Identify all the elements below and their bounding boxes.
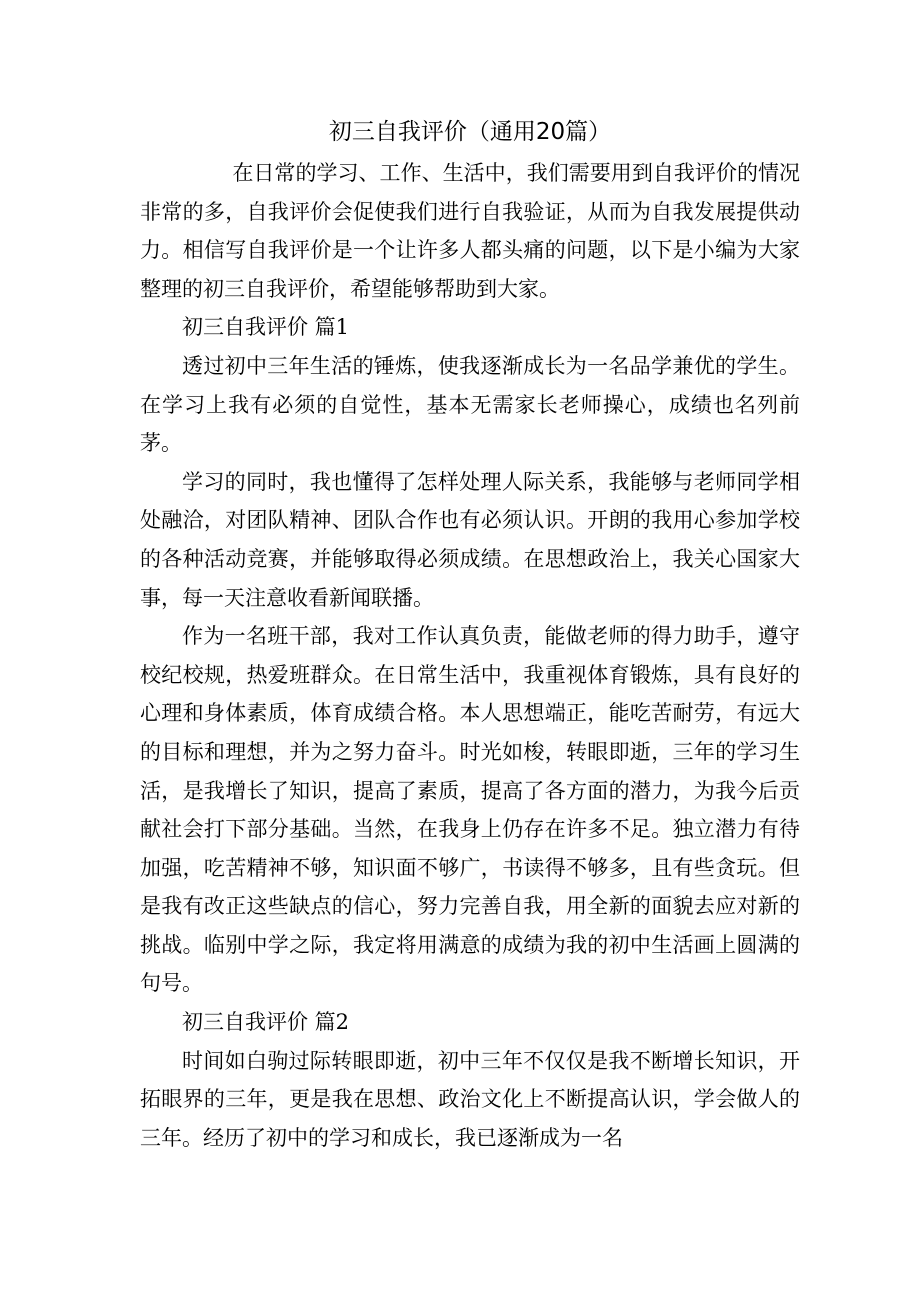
section-2-paragraph-1: 时间如白驹过际转眼即逝，初中三年不仅仅是我不断增长知识，开拓眼界的三年，更是我在思想、政治文化上不断提高认识，学会做人的三年。经历了初中的学习和成长，我已逐渐成为一名	[140, 1048, 800, 1150]
section-1-paragraph-2: 学习的同时，我也懂得了怎样处理人际关系，我能够与老师同学相处融洽，对团队精神、团队合作也有必须认识。开朗的我用心参加学校的各种活动竞赛，并能够取得必须成绩。在思想政治上，我关心国家大事，每一天注意收看新闻联播。	[140, 469, 800, 610]
section-1-paragraph-3: 作为一名班干部，我对工作认真负责，能做老师的得力助手，遵守校纪校规，热爱班群众。在日常生活中，我重视体育锻炼，具有良好的心理和身体素质，体育成绩合格。本人思想端正，能吃苦耐劳，有远大的目标和理想，并为之努力奋斗。时光如梭，转眼即逝，三年的学习生活，是我增长了知识，提高了素质，提高了各方面的潜力，为我今后贡献社会打下部分基础。当然，在我身上仍存在许多不足。独立潜力有待加强，吃苦精神不够，知识面不够广，书读得不够多，且有些贪玩。但是我有改正这些缺点的信心，努力完善自我，用全新的面貌去应对新的挑战。临别中学之际，我定将用满意的成绩为我的初中生活画上圆满的句号。	[140, 624, 800, 996]
section-heading-2: 初三自我评价 篇2	[182, 1010, 350, 1035]
intro-paragraph: 在日常的学习、工作、生活中，我们需要用到自我评价的情况非常的多，自我评价会促使我们进行自我验证，从而为自我发展提供动力。相信写自我评价是一个让许多人都头痛的问题，以下是小编为大家整理的初三自我评价，希望能够帮助到大家。	[140, 161, 800, 301]
section-1-paragraph-1: 透过初中三年生活的锤炼，使我逐渐成长为一名品学兼优的学生。在学习上我有必须的自觉性，基本无需家长老师操心，成绩也名列前茅。	[140, 353, 800, 456]
document-title: 初三自我评价（通用20篇）	[328, 119, 612, 145]
section-heading-1: 初三自我评价 篇1	[182, 315, 350, 340]
document-page	[140, 112, 800, 1157]
